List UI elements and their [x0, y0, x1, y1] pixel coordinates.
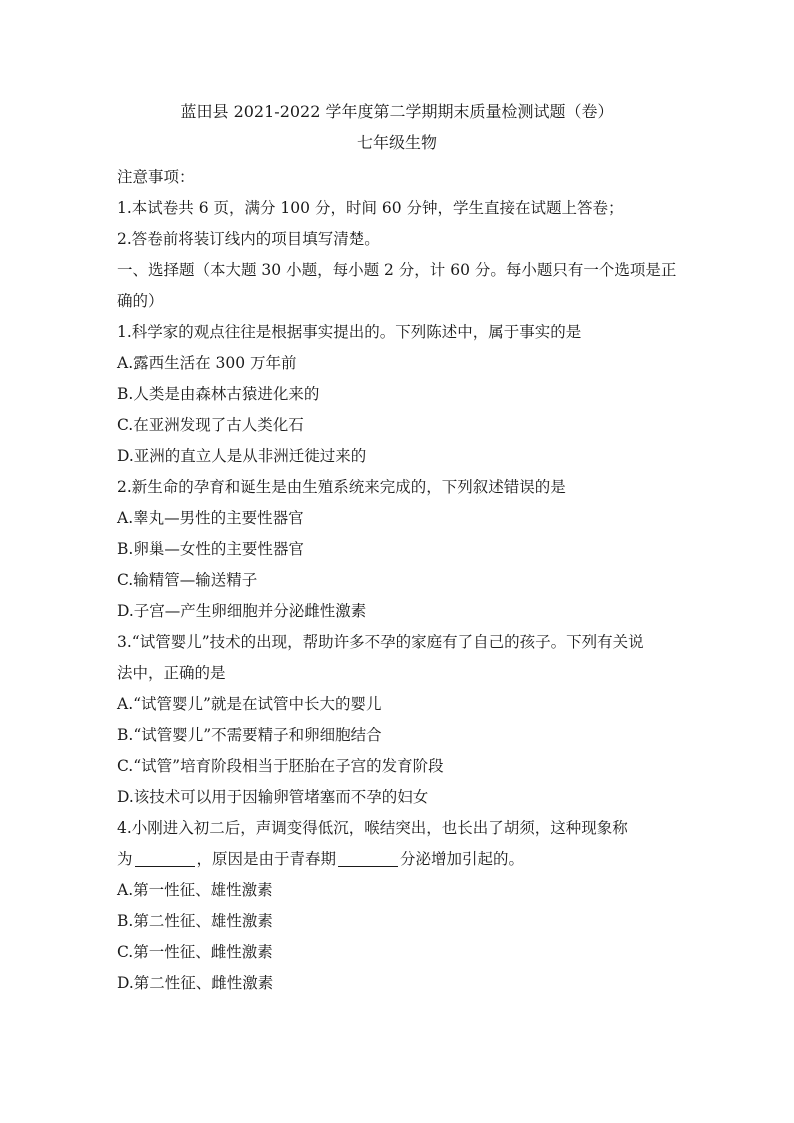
notes-heading: 注意事项： [117, 168, 195, 186]
question-2-stem: 2.新生命的孕育和诞生是由生殖系统来完成的，下列叙述错误的是 [117, 478, 566, 496]
question-4-stem-part-a: 为 [117, 850, 133, 868]
question-2-option-a: A.睾丸—男性的主要性器官 [117, 509, 304, 527]
question-1-stem: 1.科学家的观点往往是根据事实提出的。下列陈述中，属于事实的是 [117, 323, 582, 341]
answer-blank-2 [338, 848, 398, 867]
question-2-option-d: D.子宫—产生卵细胞并分泌雌性激素 [117, 602, 367, 620]
question-4-option-c: C.第一性征、雌性激素 [117, 943, 273, 961]
question-4-stem-part-c: 分泌增加引起的。 [400, 850, 525, 868]
section-heading-line-2: 确的） [117, 292, 164, 310]
note-item-2: 2.答卷前将装订线内的项目填写清楚。 [117, 230, 380, 248]
question-4-option-d: D.第二性征、雌性激素 [117, 974, 274, 992]
question-4-option-b: B.第二性征、雄性激素 [117, 912, 273, 930]
question-2-option-b: B.卵巢—女性的主要性器官 [117, 540, 304, 558]
answer-blank-1 [135, 848, 195, 867]
question-3-option-b: B.“试管婴儿”不需要精子和卵细胞结合 [117, 726, 382, 744]
question-3-stem-line-2: 法中，正确的是 [117, 664, 226, 682]
question-3-stem-line-1: 3.“试管婴儿”技术的出现，帮助许多不孕的家庭有了自己的孩子。下列有关说 [117, 633, 644, 651]
question-4-stem-line-1: 4.小刚进入初二后，声调变得低沉，喉结突出，也长出了胡须，这种现象称 [117, 819, 628, 837]
section-heading-line-1: 一、选择题（本大题 30 小题，每小题 2 分，计 60 分。每小题只有一个选项是正 [117, 261, 677, 279]
question-1-option-a: A.露西生活在 300 万年前 [117, 354, 297, 372]
question-3-option-a: A.“试管婴儿”就是在试管中长大的婴儿 [117, 695, 382, 713]
question-1-option-b: B.人类是由森林古猿进化来的 [117, 385, 320, 403]
question-1-option-d: D.亚洲的直立人是从非洲迁徙过来的 [117, 447, 367, 465]
question-4-stem-line-2 [117, 844, 682, 875]
question-4-stem-part-b: ，原因是由于青春期 [196, 850, 337, 868]
exam-subject: 七年级生物 [356, 133, 437, 152]
question-2-option-c: C.输精管—输送精子 [117, 571, 258, 589]
note-item-1: 1.本试卷共 6 页，满分 100 分，时间 60 分钟，学生直接在试题上答卷； [117, 199, 624, 217]
exam-content [117, 162, 682, 999]
question-3-option-d: D.该技术可以用于因输卵管堵塞而不孕的妇女 [117, 788, 429, 806]
question-1-option-c: C.在亚洲发现了古人类化石 [117, 416, 304, 434]
exam-title: 蓝田县 2021-2022 学年度第二学期期末质量检测试题（卷） [180, 102, 614, 121]
question-4-option-a: A.第一性征、雄性激素 [117, 881, 273, 899]
question-3-option-c: C.“试管”培育阶段相当于胚胎在子宫的发育阶段 [117, 757, 444, 775]
